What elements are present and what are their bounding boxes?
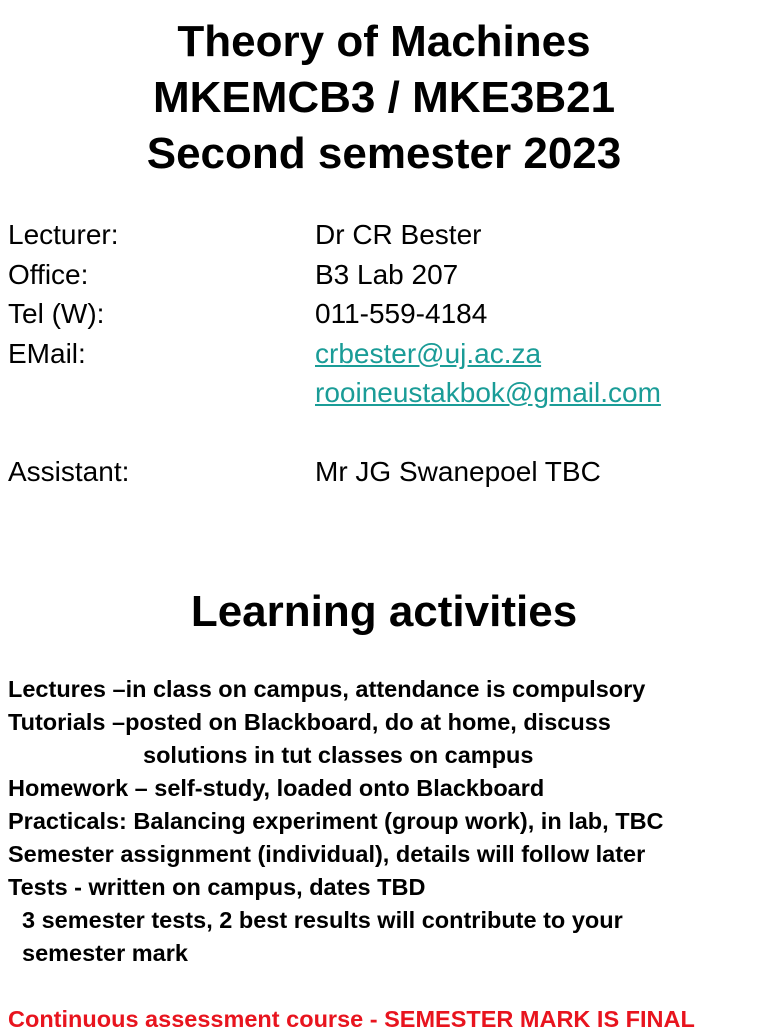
course-title: Theory of Machines (177, 17, 591, 66)
tutorials-value-continued: solutions in tut classes on campus (143, 742, 534, 768)
contact-details (8, 215, 758, 492)
lecturer-label: Lecturer: (8, 219, 119, 250)
lecturer-name: Dr CR Bester (315, 219, 482, 250)
tests-detail-line2: semester mark (22, 940, 188, 966)
email-label: EMail: (8, 337, 86, 369)
learning-activities-heading: Learning activities (190, 587, 578, 636)
email-row (8, 334, 758, 374)
lectures-value: in class on campus, attendance is compulsory (125, 676, 646, 702)
homework-item: Homework – self-study, loaded onto Blackboard (8, 775, 545, 801)
semester-label: Second semester 2023 (146, 129, 622, 178)
assignment-item: Semester assignment (individual), details will follow later (8, 841, 646, 867)
telephone-number: 011-559-4184 (315, 298, 488, 329)
contact-spacer (8, 413, 758, 453)
tests-detail-line1: 3 semester tests, 2 best results will contribute to your (22, 907, 623, 933)
assistant-label: Assistant: (8, 456, 130, 487)
office-row (8, 255, 758, 295)
email-link-secondary[interactable]: rooineustakbok@gmail.com (315, 377, 661, 408)
lectures-item (8, 673, 763, 706)
office-label: Office: (8, 258, 89, 290)
assistant-row (8, 452, 758, 492)
practicals-item: Practicals: Balancing experiment (group work), in lab, TBC (8, 808, 664, 834)
lecturer-row (8, 215, 758, 255)
tutorials-key: Tutorials – (8, 709, 126, 735)
course-codes: MKEMCB3 / MKE3B21 (152, 73, 616, 122)
email-label-spacer (8, 373, 315, 413)
office-location: B3 Lab 207 (315, 258, 459, 290)
learning-activities-list (8, 673, 763, 970)
telephone-row (8, 294, 758, 334)
email-link-primary[interactable]: crbester@uj.ac.za (315, 337, 542, 369)
telephone-label: Tel (W): (8, 298, 105, 329)
tutorials-value: posted on Blackboard, do at home, discuss (125, 709, 611, 735)
email-row-secondary (8, 373, 758, 413)
assistant-name: Mr JG Swanepoel TBC (315, 456, 601, 487)
tutorials-item (8, 706, 763, 739)
lectures-key: Lectures – (8, 676, 126, 702)
document-title (0, 14, 768, 182)
assessment-notice: Continuous assessment course - SEMESTER MARK IS FINAL (8, 1006, 695, 1032)
tests-item: Tests - written on campus, dates TBD (8, 874, 426, 900)
